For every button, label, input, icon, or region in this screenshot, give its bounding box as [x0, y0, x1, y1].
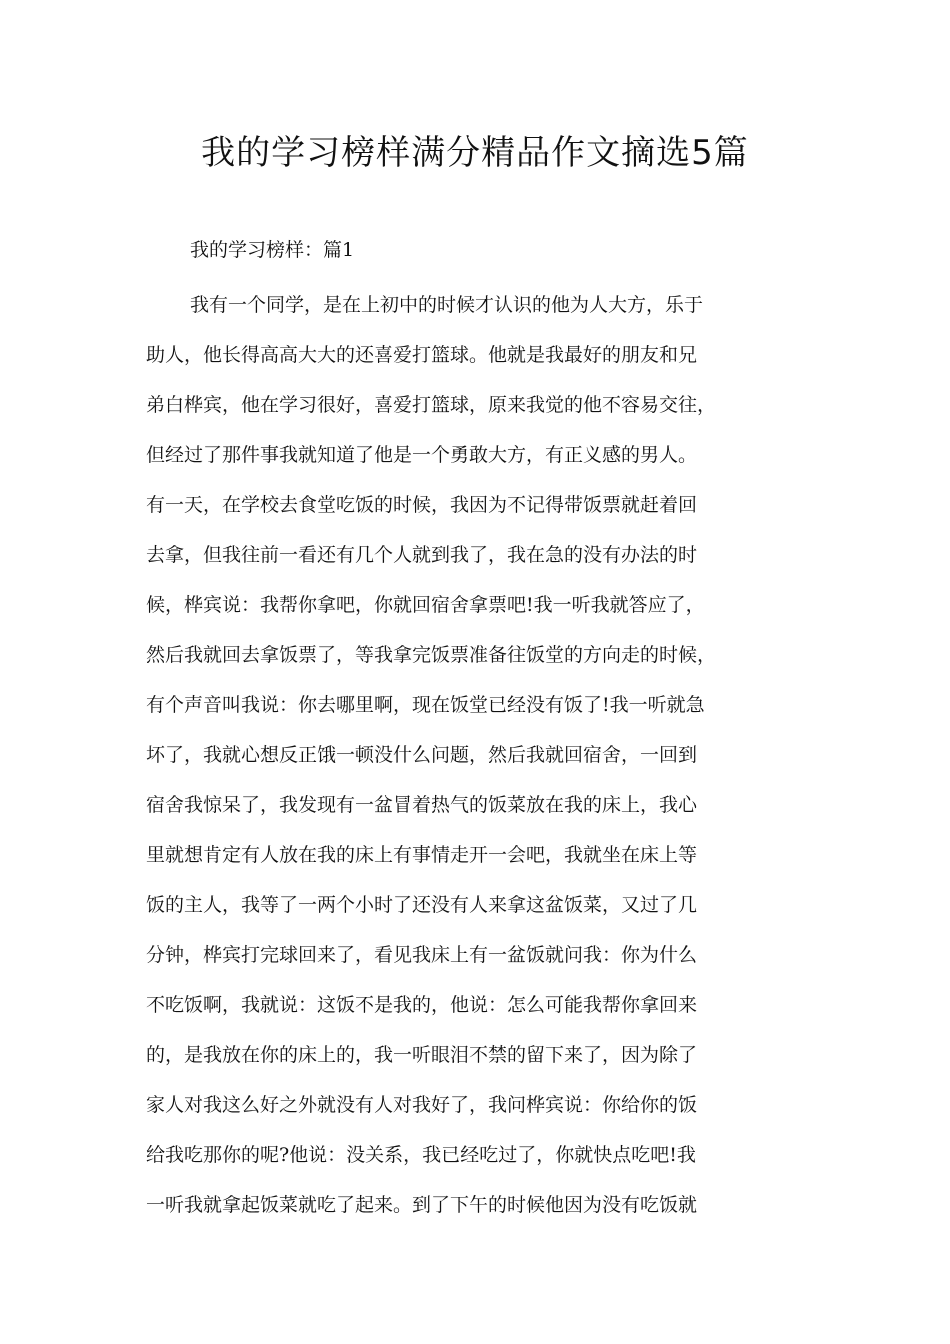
text-line: 的，是我放在你的床上的，我一听眼泪不禁的留下来了，因为除了 — [146, 1044, 698, 1066]
text-line: 一听我就拿起饭菜就吃了起来。到了下午的时候他因为没有吃饭就 — [146, 1194, 698, 1216]
text-line: 宿舍我惊呆了，我发现有一盆冒着热气的饭菜放在我的床上，我心 — [146, 794, 698, 816]
text-line: 分钟，桦宾打完球回来了，看见我床上有一盆饭就问我：你为什么 — [146, 944, 698, 966]
text-line: 里就想肯定有人放在我的床上有事情走开一会吧，我就坐在床上等 — [146, 844, 698, 866]
text-line: 有一天，在学校去食堂吃饭的时候，我因为不记得带饭票就赶着回 — [146, 494, 698, 516]
text-line: 有个声音叫我说：你去哪里啊，现在饭堂已经没有饭了!我一听就急 — [146, 694, 705, 716]
text-line: 候，桦宾说：我帮你拿吧，你就回宿舍拿票吧!我一听我就答应了， — [146, 594, 705, 616]
text-line: 弟白桦宾，他在学习很好，喜爱打篮球，原来我觉的他不容易交往， — [146, 394, 717, 416]
text-line: 家人对我这么好之外就没有人对我好了，我问桦宾说：你给你的饭 — [146, 1094, 698, 1116]
section-heading: 我的学习榜样：篇1 — [190, 239, 355, 261]
text-line: 助人，他长得高高大大的还喜爱打篮球。他就是我最好的朋友和兄 — [146, 344, 698, 366]
essay-body — [146, 280, 826, 1230]
text-line: 饭的主人，我等了一两个小时了还没有人来拿这盆饭菜，又过了几 — [146, 894, 698, 916]
text-line: 去拿，但我往前一看还有几个人就到我了，我在急的没有办法的时 — [146, 544, 698, 566]
text-line: 然后我就回去拿饭票了，等我拿完饭票准备往饭堂的方向走的时候， — [146, 644, 717, 666]
text-line: 但经过了那件事我就知道了他是一个勇敢大方，有正义感的男人。 — [146, 444, 698, 466]
text-line: 我有一个同学，是在上初中的时候才认识的他为人大方，乐于 — [190, 294, 704, 316]
text-line: 坏了，我就心想反正饿一顿没什么问题，然后我就回宿舍，一回到 — [146, 744, 698, 766]
text-line: 不吃饭啊，我就说：这饭不是我的，他说：怎么可能我帮你拿回来 — [146, 994, 698, 1016]
document-title: 我的学习榜样满分精品作文摘选5篇 — [201, 133, 749, 173]
text-line: 给我吃那你的呢?他说：没关系，我已经吃过了，你就快点吃吧!我 — [146, 1144, 696, 1166]
